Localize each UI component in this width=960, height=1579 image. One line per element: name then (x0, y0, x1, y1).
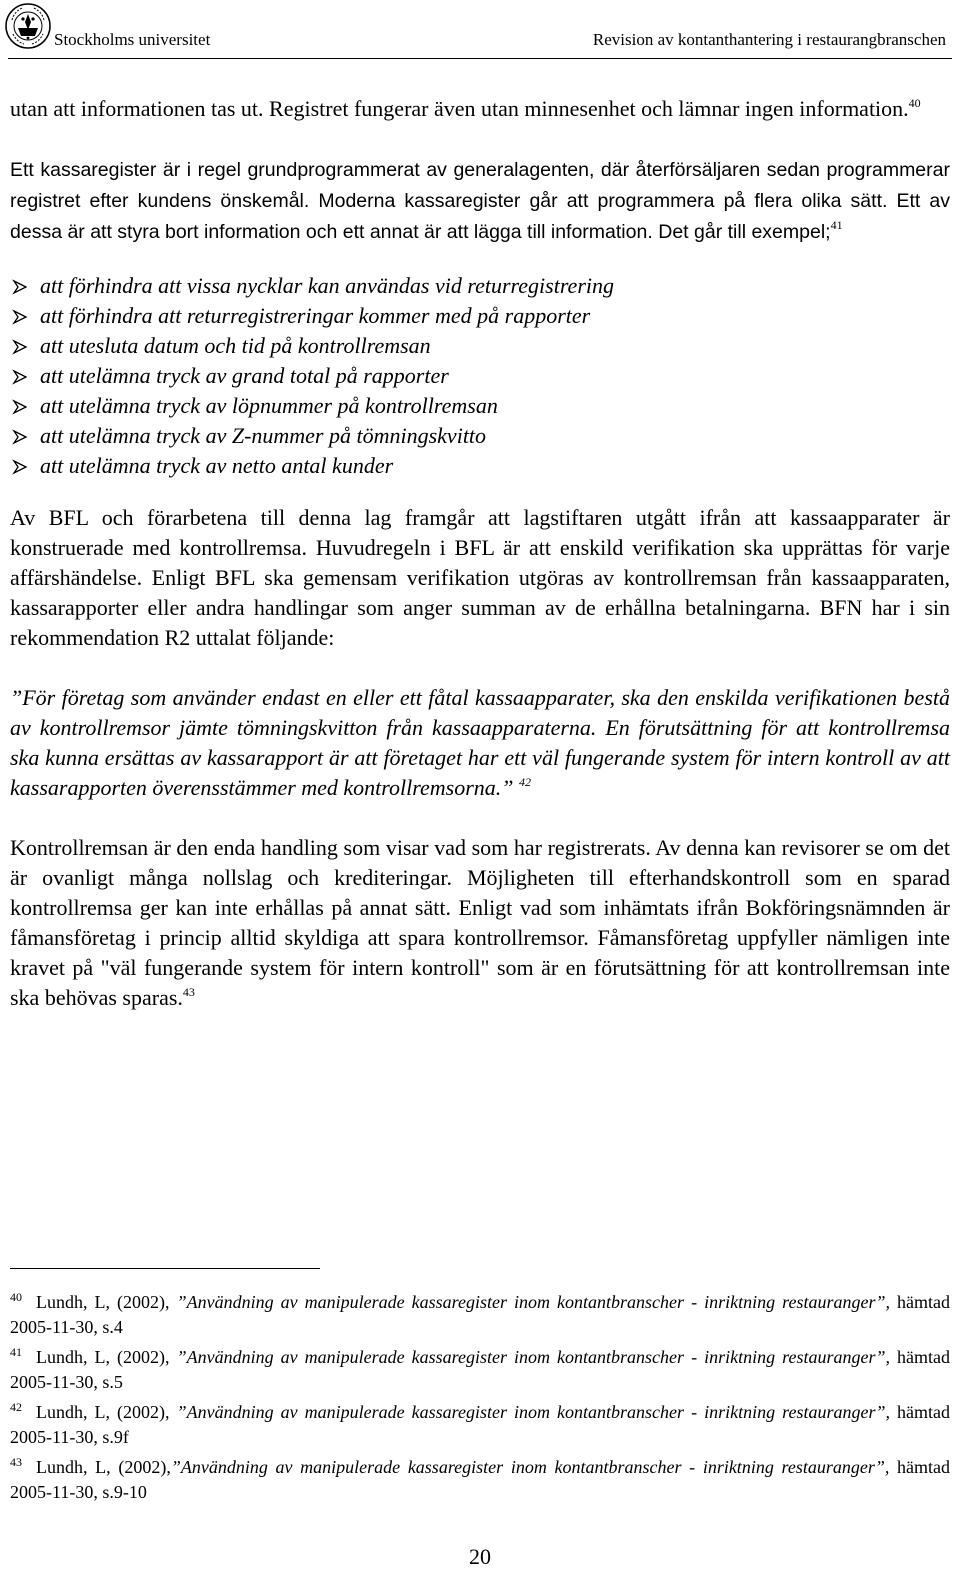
university-seal-icon (4, 2, 52, 50)
arrow-bullet-icon (12, 279, 28, 295)
arrow-bullet-icon (12, 459, 28, 475)
header-divider (8, 58, 952, 59)
paragraph-1: utan att informationen tas ut. Registret fungerar även utan minnesenhet och lämnar ingen information.$^{40}$ (10, 96, 921, 121)
footnote-ref-40[interactable]: 40 (908, 96, 921, 110)
block-quote: ”För företag som använder endast en eller ett fåtal kassaapparater, ska den enskilda verifikationen bestå av kontrollremsor jämte tömningskvitton från kassaapparaterna. En förutsättning för att kontrollremsa ska kunna ersättas av kassarapport är att företaget har ett väl fungerande system för intern kontroll av att kassarapporten överensstämmer med kontrollremsorna.” $^{42}$ (10, 685, 950, 800)
page-number: 20 (469, 1544, 491, 1569)
university-name: Stockholms universitet (54, 30, 211, 49)
list-item: att utesluta datum och tid på kontrollremsan (10, 331, 950, 361)
arrow-bullet-icon (12, 429, 28, 445)
footnote-41: $^{41}$ Lundh, L, (2002), ”Användning av manipulerade kassaregister inom kontantbranscher - inriktning restauranger”, hämtad 2005-11-30, s.5 (10, 1345, 950, 1392)
footnote-43: $^{43}$ Lundh, L, (2002),”Användning av manipulerade kassaregister inom kontantbranscher - inriktning restauranger”, hämtad 2005-11-30, s.9-10 (10, 1455, 950, 1502)
footnote-ref-42[interactable]: 42 (519, 775, 532, 789)
paragraph-2: Ett kassaregister är i regel grundprogrammerat av generalagenten, där återförsäljaren sedan programmerar registret efter kundens önskemål. Moderna kassaregister går att programmera på flera olika sätt. Ett av dessa är att styra bort information och ett annat är att lägga till information. Det går till exempel;$^{41}$ (10, 159, 950, 243)
footnote-40: $^{40}$ Lundh, L, (2002), ”Användning av manipulerade kassaregister inom kontantbranscher - inriktning restauranger”, hämtad 2005-11-30, s.4 (10, 1290, 950, 1337)
paragraph-4: Kontrollremsan är den enda handling som visar vad som har registrerats. Av denna kan revisorer se om det är ovanligt många nollslag och krediteringar. Möjligheten till efterhandskontroll som en sparad kontrollremsa ger kan inte erhållas på annat sätt. Enligt vad som inhämtats ifrån Bokföringsnämnden är fåmansföretag i princip alltid skyldiga att spara kontrollremsor. Fåmansföretag uppfyller nämligen inte kravet på "väl fungerande system för intern kontroll" som är en förutsättning för att kontrollremsan inte ska behövas sparas.$^{43}$ (10, 835, 950, 1010)
list-item: att utelämna tryck av grand total på rapporter (10, 361, 950, 391)
page-header (0, 0, 960, 70)
list-item: att utelämna tryck av Z-nummer på tömningskvitto (10, 421, 950, 451)
arrow-bullet-icon (12, 309, 28, 325)
footnote-ref-43[interactable]: 43 (182, 985, 195, 999)
arrow-bullet-icon (12, 399, 28, 415)
bullet-list (10, 271, 950, 481)
list-item: att förhindra att vissa nycklar kan användas vid returregistrering (10, 271, 950, 301)
paragraph-3: Av BFL och förarbetena till denna lag framgår att lagstiftaren utgått ifrån att kassaapparater är konstruerade med kontrollremsa. Huvudregeln i BFL är att enskild verifikation ska upprättas för varje affärshändelse. Enligt BFL ska gemensam verifikation utgöras av kontrollremsan från kassaapparaten, kassarapporter eller andra handlingar som anger summan av de erhållna betalningarna. BFN har i sin rekommendation R2 uttalat följande: (10, 505, 950, 650)
main-text (10, 94, 950, 1013)
document-title: Revision av kontanthantering i restaurangbranschen (592, 30, 946, 49)
arrow-bullet-icon (12, 339, 28, 355)
footnote-42: $^{42}$ Lundh, L, (2002), ”Användning av manipulerade kassaregister inom kontantbranscher - inriktning restauranger”, hämtad 2005-11-30, s.9f (10, 1400, 950, 1447)
footnote-ref-41[interactable]: 41 (830, 218, 843, 232)
list-item: att förhindra att returregistreringar kommer med på rapporter (10, 301, 950, 331)
arrow-bullet-icon (12, 369, 28, 385)
footnote-divider (10, 1268, 320, 1269)
list-item: att utelämna tryck av löpnummer på kontrollremsan (10, 391, 950, 421)
list-item: att utelämna tryck av netto antal kunder (10, 451, 950, 481)
footnotes (10, 1290, 950, 1510)
